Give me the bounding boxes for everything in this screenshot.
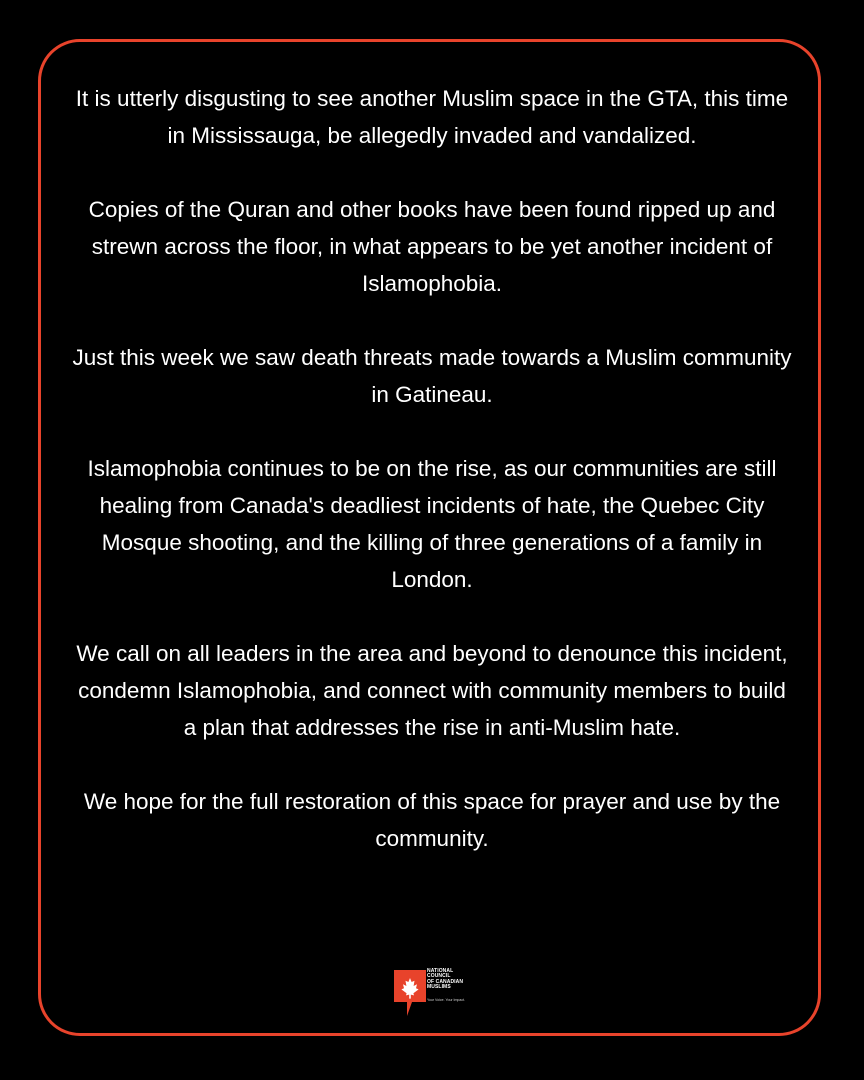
statement-paragraph-1: It is utterly disgusting to see another Muslim space in the GTA, this time in Mississauga, be allegedly invaded and vandalized. <box>75 86 789 148</box>
logo-name-line-3: OF CANADIAN <box>427 978 464 985</box>
logo-name-line-4: MUSLIMS <box>427 983 451 990</box>
statement-paragraph-5: We call on all leaders in the area and beyond to denounce this incident, condemn Islamophobia, and connect with community members to build a plan that addresses the rise in anti-Muslim hate. <box>76 641 788 740</box>
logo-name-line-1: NATIONAL <box>427 968 454 974</box>
statement-body <box>70 80 794 894</box>
statement-paragraph-3: Just this week we saw death threats made towards a Muslim community in Gatineau. <box>72 345 792 407</box>
statement-paragraph-6: We hope for the full restoration of this space for prayer and use by the community. <box>83 789 781 851</box>
maple-leaf-icon <box>394 970 426 1016</box>
logo-organization-name <box>427 969 473 990</box>
statement-paragraph-4: Islamophobia continues to be on the rise, as our communities are still healing from Canada's deadliest incidents of hate, the Quebec City Mosque shooting, and the killing of three generations of a family in London. <box>87 456 777 592</box>
logo-name-line-2: COUNCIL <box>427 973 451 980</box>
statement-paragraph-2: Copies of the Quran and other books have been found ripped up and strewn across the floor, in what appears to be yet another incident of Islamophobia. <box>88 197 776 296</box>
logo-tagline: Your Voice. Your Impact. <box>427 998 466 1002</box>
nccm-logo <box>394 968 474 1018</box>
